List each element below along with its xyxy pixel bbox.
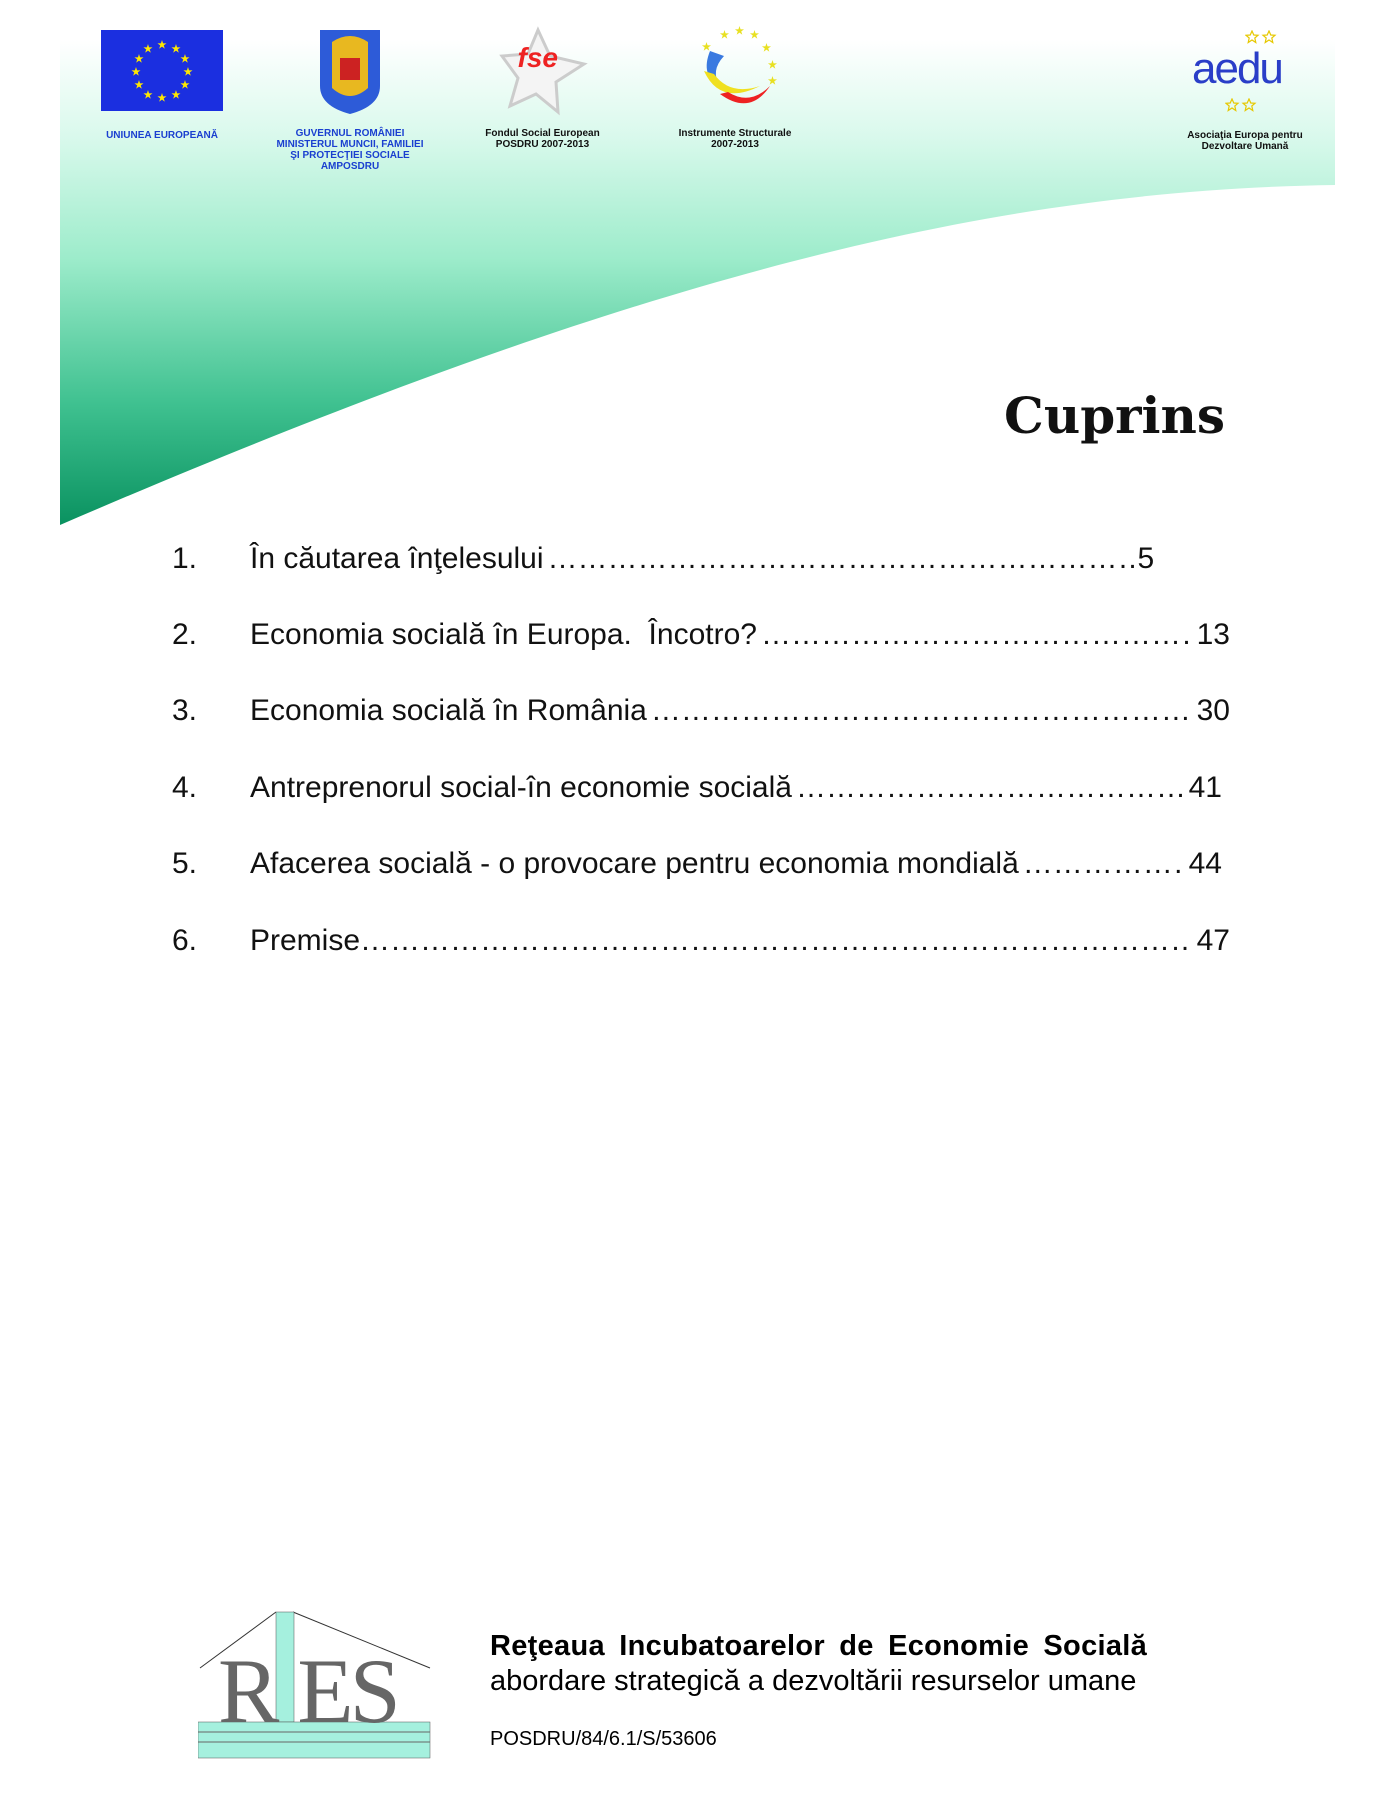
toc-page: 5: [1137, 542, 1155, 575]
toc-entry[interactable]: [172, 847, 1222, 887]
footer: [490, 1630, 1147, 1751]
toc-entry[interactable]: [172, 542, 1230, 582]
gov-caption-3: ŞI PROTECŢIEI SOCIALE: [290, 150, 410, 161]
svg-text:★: ★: [735, 26, 744, 37]
ries-logo-text: R ES: [218, 1640, 397, 1742]
svg-text:★: ★: [134, 54, 144, 65]
toc-number: 3.: [172, 694, 198, 727]
is-caption-2: 2007-2013: [711, 139, 759, 150]
toc-entry[interactable]: [172, 924, 1230, 964]
svg-text:★: ★: [183, 67, 193, 78]
svg-text:★: ★: [750, 30, 759, 41]
toc-page: 13: [1196, 618, 1230, 651]
toc-number: 1.: [172, 542, 198, 575]
aedu-logo: [1170, 30, 1320, 152]
project-subtitle: abordare strategică a dezvoltării resurselor umane: [490, 1665, 1137, 1697]
ries-logo: [198, 1610, 433, 1760]
toc-number: 6.: [172, 924, 198, 957]
svg-text:★: ★: [762, 43, 771, 54]
dot-leader: [360, 924, 1193, 958]
toc-page: 44: [1188, 847, 1222, 880]
is-caption-1: Instrumente Structurale: [678, 128, 792, 139]
svg-text:★: ★: [180, 54, 190, 65]
gov-caption-1: GUVERNUL ROMÂNIEI: [295, 128, 405, 139]
project-code: POSDRU/84/6.1/S/53606: [490, 1728, 717, 1750]
page-title: Cuprins: [1004, 386, 1225, 445]
dot-leader: [651, 694, 1193, 728]
svg-text:★: ★: [768, 60, 777, 71]
svg-text:★: ★: [768, 76, 777, 87]
dot-leader: [761, 618, 1193, 652]
structural-instruments-icon: [690, 26, 780, 116]
fse-text: fse: [517, 42, 558, 73]
svg-text:★: ★: [143, 90, 153, 101]
eu-flag-icon: [101, 30, 223, 111]
svg-text:★: ★: [131, 67, 141, 78]
toc-title: Premise: [250, 924, 361, 957]
toc-title: Economia socială în Europa. Încotro?: [250, 618, 757, 651]
toc-entry[interactable]: [172, 694, 1230, 734]
aedu-text: aedu: [1192, 44, 1282, 93]
instrumente-structurale-logo: [660, 26, 810, 150]
toc-title: În căutarea înţelesului: [250, 542, 544, 575]
toc-page: 47: [1196, 924, 1230, 957]
svg-text:★: ★: [180, 80, 190, 91]
fse-caption-1: Fondul Social European: [485, 128, 600, 139]
toc-page: 41: [1188, 771, 1222, 804]
government-logo: [265, 28, 435, 172]
aedu-caption-1: Asociaţia Europa pentru: [1187, 130, 1303, 141]
fse-logo: [470, 26, 615, 150]
svg-text:★: ★: [134, 80, 144, 91]
gov-caption-2: MINISTERUL MUNCII, FAMILIEI: [276, 139, 424, 150]
toc-entry[interactable]: [172, 618, 1230, 658]
svg-text:★: ★: [171, 90, 181, 101]
svg-text:★: ★: [157, 40, 167, 51]
toc-entry[interactable]: [172, 771, 1222, 811]
toc-title: Antreprenorul social-în economie socială: [250, 771, 792, 804]
toc-page: 30: [1196, 694, 1230, 727]
svg-text:★: ★: [720, 30, 729, 41]
toc-title: Afacerea socială - o provocare pentru economia mondială: [250, 847, 1019, 880]
toc-number: 4.: [172, 771, 198, 804]
dot-leader: [548, 542, 1138, 576]
toc-title: Economia socială în România: [250, 694, 647, 727]
svg-text:★: ★: [157, 93, 167, 104]
stars-icon: [1245, 30, 1279, 44]
stars-icon: [1225, 98, 1259, 112]
dot-leader: [796, 771, 1185, 805]
dot-leader: [1023, 847, 1185, 881]
gov-caption-4: AMPOSDRU: [320, 161, 380, 172]
svg-text:★: ★: [143, 44, 153, 55]
toc-number: 5.: [172, 847, 198, 880]
eu-caption: UNIUNEA EUROPEANĂ: [106, 130, 218, 141]
aedu-caption-2: Dezvoltare Umană: [1201, 141, 1289, 152]
svg-text:★: ★: [171, 44, 181, 55]
eu-logo: [96, 30, 228, 141]
toc-number: 2.: [172, 618, 198, 651]
project-title: Reţeaua Incubatoarelor de Economie Socială: [490, 1630, 1148, 1662]
svg-text:★: ★: [702, 42, 711, 53]
coat-of-arms-icon: [318, 28, 382, 114]
fse-caption-2: POSDRU 2007-2013: [495, 139, 590, 150]
